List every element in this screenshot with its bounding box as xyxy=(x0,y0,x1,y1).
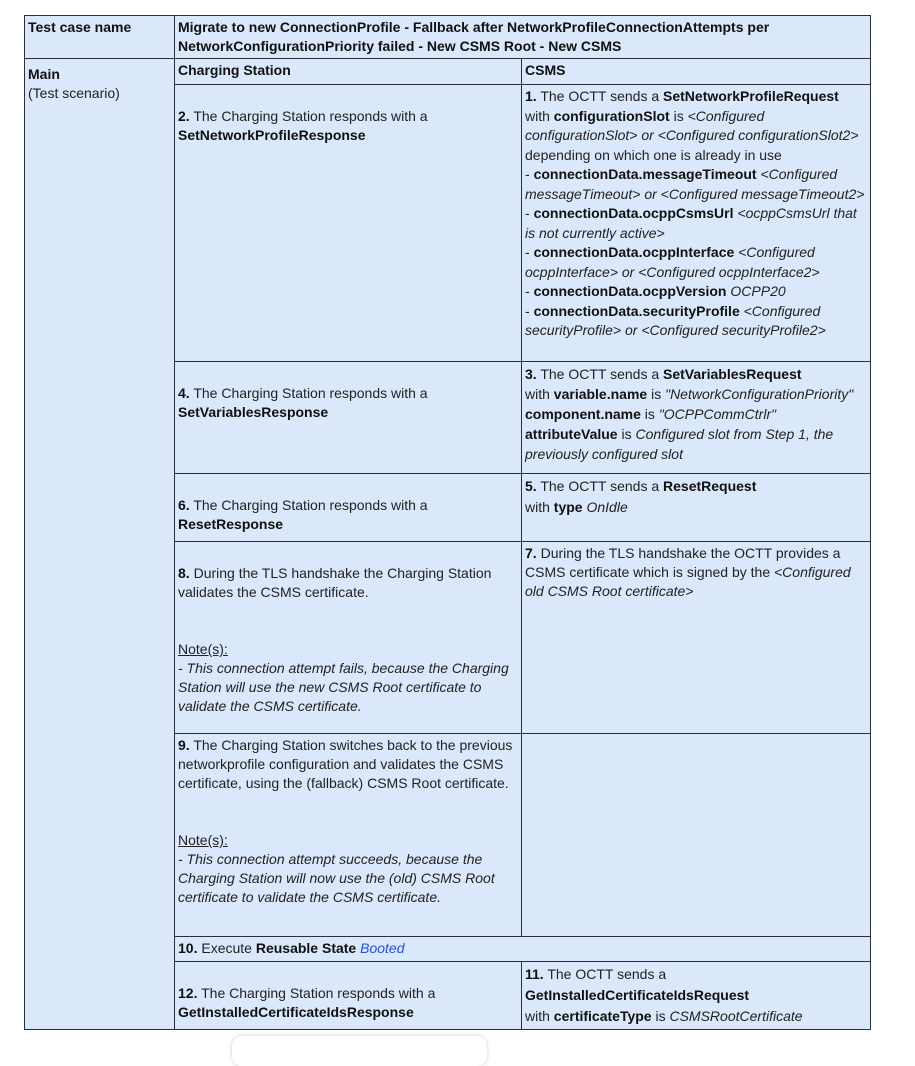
column-header-csms: CSMS xyxy=(522,59,871,85)
step-5: 5. The OCTT sends a ResetRequest with type OnIdle xyxy=(522,474,871,542)
step-10: 10. Execute Reusable State Booted xyxy=(175,937,871,962)
booted-state-link[interactable]: Booted xyxy=(360,940,405,956)
step-6: 6. The Charging Station responds with a ResetResponse xyxy=(175,474,522,542)
column-header-charging-station: Charging Station xyxy=(175,59,522,85)
step-2: 2. The Charging Station responds with a SetNetworkProfileResponse xyxy=(175,85,522,362)
test-case-title: Migrate to new ConnectionProfile - Fallback after NetworkProfileConnectionAttempts per NetworkConfigurationPriority failed - New CSMS Root - New CSMS xyxy=(175,16,871,59)
test-case-name-label: Test case name xyxy=(25,16,175,59)
main-label-cell: Main (Test scenario) xyxy=(25,59,175,1030)
step-1: 1. The OCTT sends a SetNetworkProfileRequest with configurationSlot is <Configured configurationSlot> or <Configured configurationSlot2> depending on which one is already in use - connectionData.messageTimeout <Configured messageTimeout> or <Configured messageTimeout2> - connectionData.ocppCsmsUrl <ocppCsmsUrl that is not currently active> - connectionData.ocppInterface <Configured ocppInterface> or <Configured ocppInterface2> - connectionData.ocppVersion OCPP20 - connectionData.securityProfile <Configured securityProfile> or <Configured securityProfile2> xyxy=(522,85,871,362)
step-3: 3. The OCTT sends a SetVariablesRequest with variable.name is "NetworkConfigurationPriority" component.name is "OCPPCommCtrlr" attributeValue is Configured slot from Step 1, the previously configured slot xyxy=(522,362,871,474)
test-case-table xyxy=(24,15,871,1030)
floating-toolbar[interactable] xyxy=(232,1036,487,1066)
step-8: 8. During the TLS handshake the Charging Station validates the CSMS certificate. Note(s): - This connection attempt fails, because the Charging Station will use the new CSMS Root certificate to validate the CSMS certificate. xyxy=(175,542,522,734)
step-9: 9. The Charging Station switches back to the previous networkprofile configuration and validates the CSMS certificate, using the (fallback) CSMS Root certificate. Note(s): - This connection attempt succeeds, because the Charging Station will now use the (old) CSMS Root certificate to validate the CSMS certificate. xyxy=(175,734,522,937)
step-11: 11. The OCTT sends a GetInstalledCertificateIdsRequest with certificateType is CSMSRootCertificate xyxy=(522,962,871,1030)
step-12: 12. The Charging Station responds with a GetInstalledCertificateIdsResponse xyxy=(175,962,522,1030)
step-4: 4. The Charging Station responds with a SetVariablesResponse xyxy=(175,362,522,474)
step-7: 7. During the TLS handshake the OCTT provides a CSMS certificate which is signed by the <Configured old CSMS Root certificate> xyxy=(522,542,871,734)
empty-csms-cell xyxy=(522,734,871,937)
